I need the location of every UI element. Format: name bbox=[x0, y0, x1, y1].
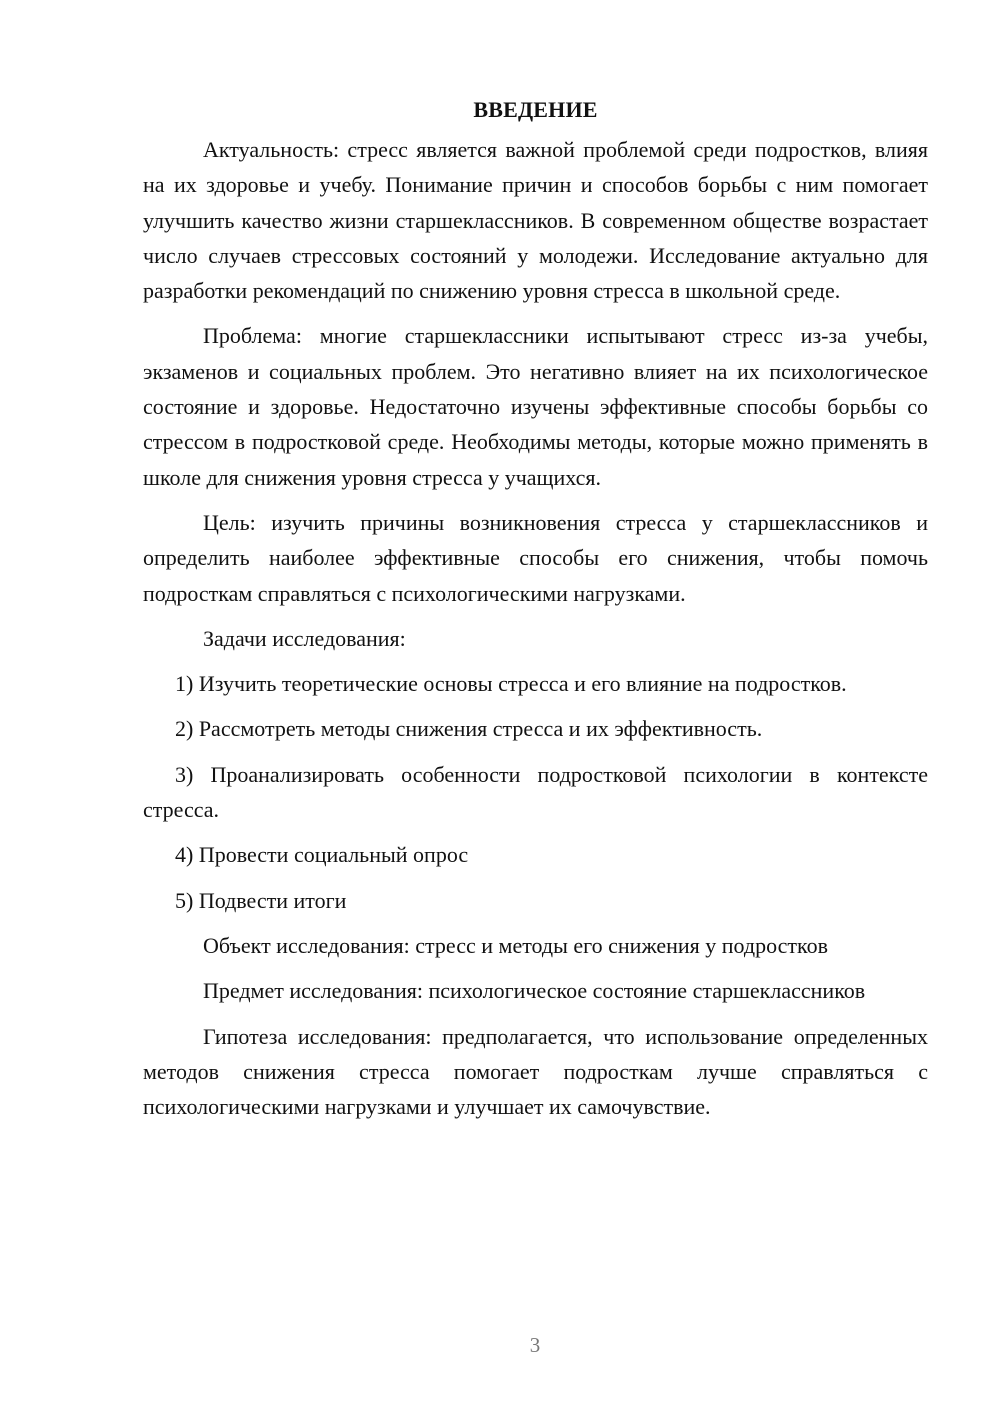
tasks-heading: Задачи исследования: bbox=[203, 625, 406, 651]
task-item-1: 1) Изучить теоретические основы стресса и его влияние на подростков. bbox=[175, 671, 847, 697]
task-item-3: 3) Проанализировать особенности подростковой психологии в контексте стресса. bbox=[143, 761, 928, 823]
task-item-5: 5) Подвести итоги bbox=[175, 887, 347, 913]
paragraph-object: Объект исследования: стресс и методы его снижения у подростков bbox=[203, 932, 829, 958]
task-item-2: 2) Рассмотреть методы снижения стресса и их эффективность. bbox=[175, 716, 763, 742]
paragraph-subject: Предмет исследования: психологическое состояние старшеклассников bbox=[203, 978, 866, 1004]
section-title: ВВЕДЕНИЕ bbox=[473, 97, 598, 122]
paragraph-problem: Проблема: многие старшеклассники испытывают стресс из-за учебы, экзаменов и социальных проблем. Это негативно влияет на их психологическое состояние и здоровье. Недостаточно изучены эффективные способы борьбы со стрессом в подростковой среде. Необходимы методы, которые можно применять в школе для снижения уровня стресса у учащихся. bbox=[143, 323, 928, 490]
document-body bbox=[143, 92, 928, 1134]
page-number: 3 bbox=[529, 1333, 541, 1357]
task-item-4: 4) Провести социальный опрос bbox=[175, 842, 469, 868]
paragraph-relevance: Актуальность: стресс является важной проблемой среди подростков, влияя на их здоровье и учебу. Понимание причин и способов борьбы с ним помогает улучшить качество жизни старшеклассников. В современном обществе возрастает число случаев стрессовых состояний у молодежи. Исследование актуально для разработки рекомендаций по снижению уровня стресса в школьной среде. bbox=[143, 137, 928, 304]
paragraph-hypothesis: Гипотеза исследования: предполагается, что использование определенных методов снижения стресса помогает подросткам лучше справляться с психологическими нагрузками и улучшает их самочувствие. bbox=[143, 1023, 928, 1120]
paragraph-goal: Цель: изучить причины возникновения стресса у старшеклассников и определить наиболее эффективные способы его снижения, чтобы помочь подросткам справляться с психологическими нагрузками. bbox=[143, 509, 928, 606]
